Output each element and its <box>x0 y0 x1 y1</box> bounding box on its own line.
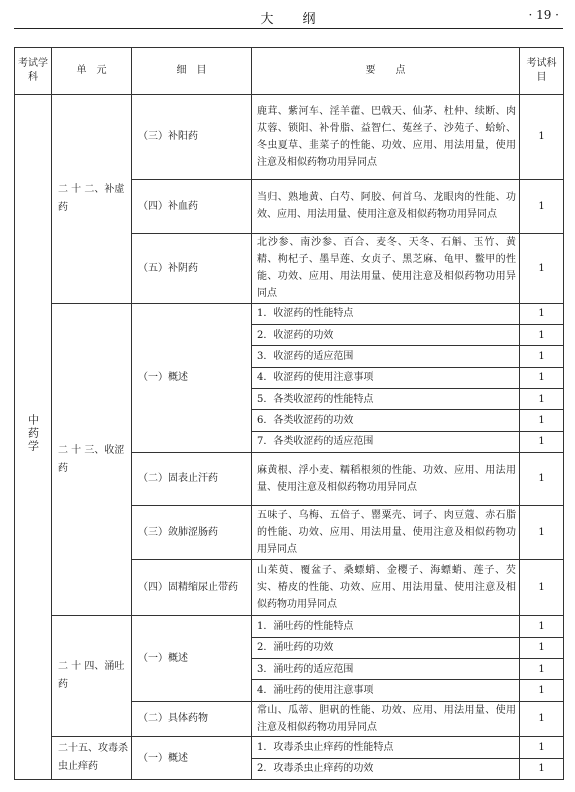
detail-cell: （二）具体药物 <box>132 701 252 737</box>
level-cell: 1 <box>520 680 564 701</box>
detail-cell: （三）补阳药 <box>132 94 252 179</box>
level-cell: 1 <box>520 179 564 233</box>
points-cell: 6．各类收涩药的功效 <box>252 410 520 431</box>
table-row <box>15 616 564 637</box>
level-cell: 1 <box>520 637 564 658</box>
points-cell: 7．各类收涩药的适应范围 <box>252 431 520 452</box>
table-row <box>15 94 564 179</box>
col-header-unit: 单 元 <box>52 48 132 95</box>
col-header-level: 考试科目 <box>520 48 564 95</box>
page-number: · 19 · <box>528 8 559 22</box>
subject-cell <box>15 94 52 779</box>
table-row <box>15 303 564 324</box>
points-cell: 当归、熟地黄、白芍、阿胶、何首乌、龙眼肉的性能、功效、应用、用法用量、使用注意及相似药物功用异同点 <box>252 179 520 233</box>
col-header-points: 要 点 <box>252 48 520 95</box>
level-cell: 1 <box>520 303 564 324</box>
level-cell: 1 <box>520 431 564 452</box>
detail-cell: （一）概述 <box>132 616 252 701</box>
table-header-row <box>15 48 564 95</box>
level-cell: 1 <box>520 94 564 179</box>
points-cell: 2．攻毒杀虫止痒药的功效 <box>252 758 520 779</box>
unit-cell: 二十五、攻毒杀虫止痒药 <box>52 737 132 780</box>
points-cell: 北沙参、南沙参、百合、麦冬、天冬、石斛、玉竹、黄精、枸杞子、墨旱莲、女贞子、黑芝麻、龟甲、鳖甲的性能、功效、应用、用法用量、使用注意及相似药物功用异同点 <box>252 233 520 303</box>
detail-cell: （一）概述 <box>132 303 252 452</box>
detail-cell: （五）补阴药 <box>132 233 252 303</box>
level-cell: 1 <box>520 758 564 779</box>
level-cell: 1 <box>520 367 564 388</box>
table-row <box>15 737 564 758</box>
detail-cell: （一）概述 <box>132 737 252 780</box>
points-cell: 常山、瓜蒂、胆矾的性能、功效、应用、用法用量、使用注意及相似药物功用异同点 <box>252 701 520 737</box>
points-cell: 1．涌吐药的性能特点 <box>252 616 520 637</box>
subject-label: 中药学 <box>26 414 40 454</box>
points-cell: 4．涌吐药的使用注意事项 <box>252 680 520 701</box>
level-cell: 1 <box>520 559 564 616</box>
level-cell: 1 <box>520 659 564 680</box>
points-cell: 麻黄根、浮小麦、糯稻根须的性能、功效、应用、用法用量、使用注意及相似药物功用异同点 <box>252 453 520 506</box>
detail-cell: （四）固精缩尿止带药 <box>132 559 252 616</box>
page-header <box>14 6 563 29</box>
level-cell: 1 <box>520 616 564 637</box>
points-cell: 4．收涩药的使用注意事项 <box>252 367 520 388</box>
level-cell: 1 <box>520 346 564 367</box>
unit-cell: 二 十 四、涌吐药 <box>52 616 132 737</box>
points-cell: 5．各类收涩药的性能特点 <box>252 389 520 410</box>
unit-cell: 二 十 三、收涩药 <box>52 303 132 616</box>
unit-cell: 二 十 二、补虚药 <box>52 94 132 303</box>
detail-cell: （二）固表止汗药 <box>132 453 252 506</box>
points-cell: 五味子、乌梅、五倍子、罂粟壳、诃子、肉豆蔻、赤石脂的性能、功效、应用、用法用量、使用注意及相似药物功用异同点 <box>252 505 520 559</box>
detail-cell: （四）补血药 <box>132 179 252 233</box>
level-cell: 1 <box>520 701 564 737</box>
syllabus-table <box>14 47 564 780</box>
points-cell: 2．涌吐药的功效 <box>252 637 520 658</box>
col-header-detail: 细 目 <box>132 48 252 95</box>
points-cell: 1．收涩药的性能特点 <box>252 303 520 324</box>
points-cell: 鹿茸、紫河车、淫羊藿、巴戟天、仙茅、杜仲、续断、肉苁蓉、锁阳、补骨脂、益智仁、菟丝子、沙苑子、蛤蚧、冬虫夏草、韭菜子的性能、功效、应用、用法用量，使用注意及相似药物功用异同点 <box>252 94 520 179</box>
level-cell: 1 <box>520 389 564 410</box>
points-cell: 1．攻毒杀虫止痒药的性能特点 <box>252 737 520 758</box>
level-cell: 1 <box>520 325 564 346</box>
points-cell: 2．收涩药的功效 <box>252 325 520 346</box>
level-cell: 1 <box>520 505 564 559</box>
detail-cell: （三）敛肺涩肠药 <box>132 505 252 559</box>
level-cell: 1 <box>520 453 564 506</box>
level-cell: 1 <box>520 410 564 431</box>
points-cell: 3．收涩药的适应范围 <box>252 346 520 367</box>
points-cell: 山茱萸、覆盆子、桑螵蛸、金樱子、海螵蛸、莲子、芡实、椿皮的性能、功效、应用、用法用量、使用注意及相似药物功用异同点 <box>252 559 520 616</box>
col-header-subject: 考试学科 <box>15 48 52 95</box>
level-cell: 1 <box>520 233 564 303</box>
header-title: 大 纲 <box>260 12 317 27</box>
points-cell: 3．涌吐药的适应范围 <box>252 659 520 680</box>
level-cell: 1 <box>520 737 564 758</box>
